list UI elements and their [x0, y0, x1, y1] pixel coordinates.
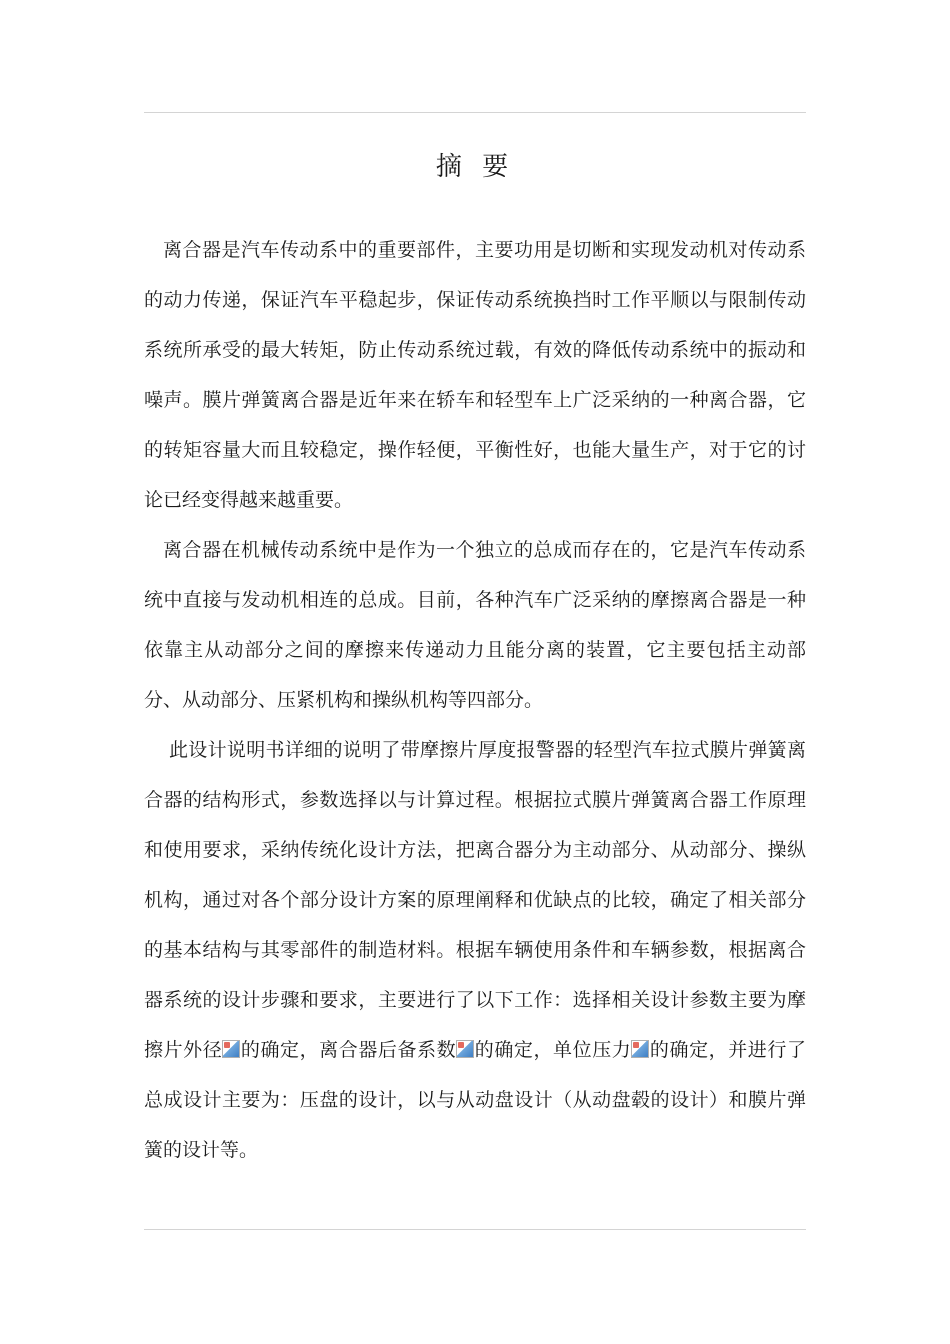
paragraph-3-text-2: 的确定，离合器后备系数	[240, 1039, 457, 1061]
paragraph-3-text-3: 的确定，单位压力	[474, 1039, 632, 1061]
paragraph-3-text-1: 此设计说明书详细的说明了带摩擦片厚度报警器的轻型汽车拉式膜片弹簧离合器的结构形式，参数选择以与计算过程。根据拉式膜片弹簧离合器工作原理和使用要求，采纳传统化设计方法，把离合器分为主动部分、从动部分、操纵机构，通过对各个部分设计方案的原理阐释和优缺点的比较，确定了相关部分的基本结构与其零部件的制造材料。根据车辆使用条件和车辆参数，根据离合器系统的设计步骤和要求，主要进行了以下工作：选择相关设计参数主要为摩擦片外径	[144, 739, 806, 1061]
abstract-paragraph-1: 离合器是汽车传动系中的重要部件，主要功用是切断和实现发动机对传动系的动力传递，保证汽车平稳起步，保证传动系统换挡时工作平顺以与限制传动系统所承受的最大转矩，防止传动系统过载，有效的降低传动系统中的振动和噪声。膜片弹簧离合器是近年来在轿车和轻型车上广泛采纳的一种离合器，它的转矩容量大而且较稳定，操作轻便，平衡性好，也能大量生产，对于它的讨论已经变得越来越重要。	[144, 239, 806, 511]
footer-rule	[144, 1229, 806, 1230]
page-title: 摘 要	[435, 152, 515, 183]
broken-image-icon	[222, 1040, 240, 1058]
abstract-paragraph-2: 离合器在机械传动系统中是作为一个独立的总成而存在的，它是汽车传动系统中直接与发动机相连的总成。目前，各种汽车广泛采纳的摩擦离合器是一种依靠主从动部分之间的摩擦来传递动力且能分离的装置，它主要包括主动部分、从动部分、压紧机构和操纵机构等四部分。	[144, 539, 806, 711]
header-rule	[144, 112, 806, 113]
abstract-paragraph-3	[144, 725, 806, 1175]
paragraph-3-text-4: 的确定，并进行了总成设计主要为：压盘的设计，以与从动盘设计（从动盘毂的设计）和膜片弹簧的设计等。	[144, 1039, 806, 1161]
broken-image-icon	[631, 1040, 649, 1058]
broken-image-icon	[456, 1040, 474, 1058]
abstract-body	[144, 225, 806, 1175]
